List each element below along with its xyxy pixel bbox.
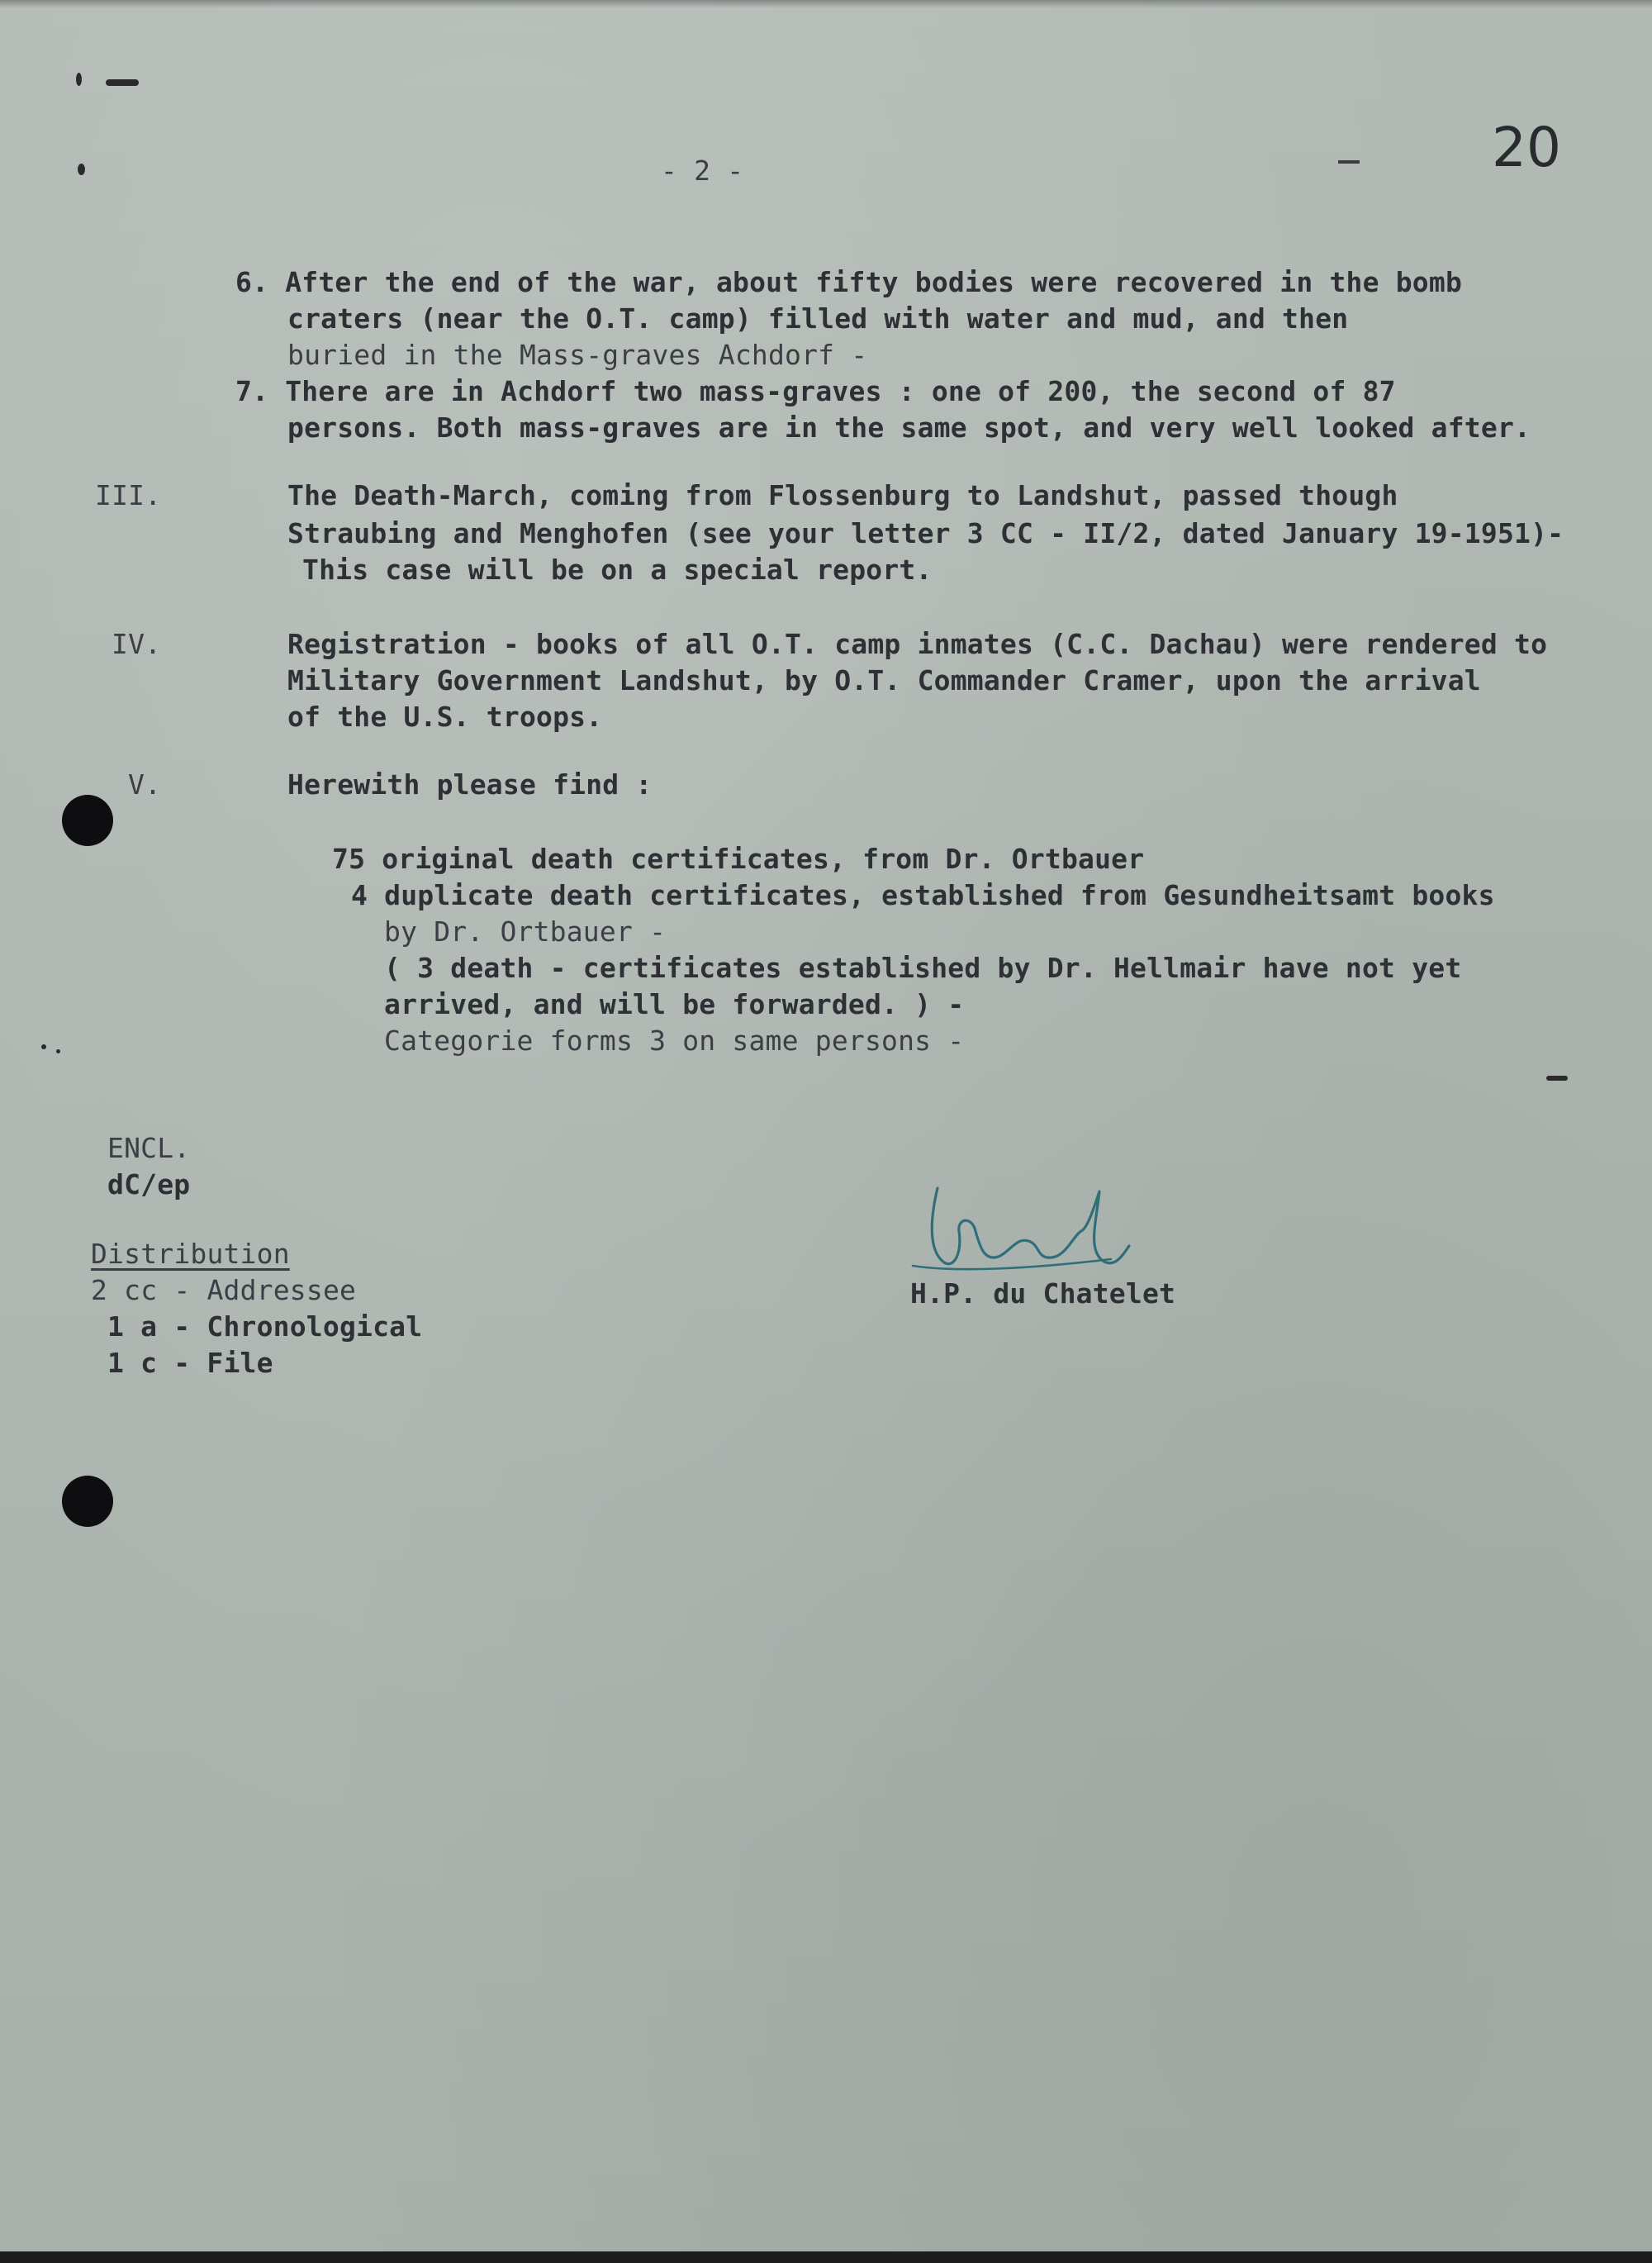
item7-line1: 7. There are in Achdorf two mass-graves : one of 200, the second of 87 [235,375,1396,407]
handwritten-signature [904,1173,1169,1289]
scan-speck [41,1044,46,1049]
scan-speck [76,73,82,86]
reference-initials: dC/ep [107,1168,191,1200]
item7-line2: persons. Both mass-graves are in the same spot, and very well looked after. [287,411,1531,444]
item6-line2: craters (near the O.T. camp) filled with water and mud, and then [287,302,1349,335]
section5-intro: Herewith please find : [287,768,653,801]
section3-numeral: III. [95,479,162,511]
scan-speck [56,1049,60,1053]
scan-speck [106,79,139,86]
section5-numeral: V. [128,768,162,801]
signatory-name: H.P. du Chatelet [910,1277,1176,1310]
distribution-title: Distribution [91,1238,290,1270]
item6-line1: 6. After the end of the war, about fifty bodies were recovered in the bomb [235,266,1463,298]
section4-line2: Military Government Landshut, by O.T. Commander Cramer, upon the arrival [287,664,1481,696]
dash-mark [1338,160,1360,164]
section5-line3: by Dr. Ortbauer - [384,915,667,948]
enclosure-label: ENCL. [107,1132,191,1164]
section3-line3: This case will be on a special report. [302,554,933,586]
section5-line4: ( 3 death - certificates established by Dr. Hellmair have not yet [384,952,1462,984]
punch-hole-upper [62,795,113,846]
distribution-line2: 1 a - Chronological [107,1310,423,1343]
section4-line3: of the U.S. troops. [287,701,603,733]
section3-line2: Straubing and Menghofen (see your letter 3 CC - II/2, dated January 19-1951)- [287,517,1564,549]
punch-hole-lower [62,1476,113,1527]
scan-speck [1546,1076,1568,1081]
folio-number: 20 [1492,116,1561,179]
section5-line2: 4 duplicate death certificates, established from Gesundheitsamt books [351,879,1495,911]
distribution-line3: 1 c - File [107,1347,273,1379]
page-number: - 2 - [661,155,744,187]
scan-top-edge [0,0,1652,8]
section5-line5: arrived, and will be forwarded. ) - [384,988,965,1020]
section3-line1: The Death-March, coming from Flossenburg to Landshut, passed though [287,479,1398,511]
scan-bottom-edge [0,2251,1652,2263]
section5-line1: 75 original death certificates, from Dr. Ortbauer [332,843,1145,875]
scan-speck [78,164,85,175]
item6-line3: buried in the Mass-graves Achdorf - [287,339,868,371]
distribution-line1: 2 cc - Addressee [91,1274,357,1306]
section5-line6: Categorie forms 3 on same persons - [384,1025,965,1057]
section4-numeral: IV. [112,628,162,660]
section4-line1: Registration - books of all O.T. camp inmates (C.C. Dachau) were rendered to [287,628,1548,660]
